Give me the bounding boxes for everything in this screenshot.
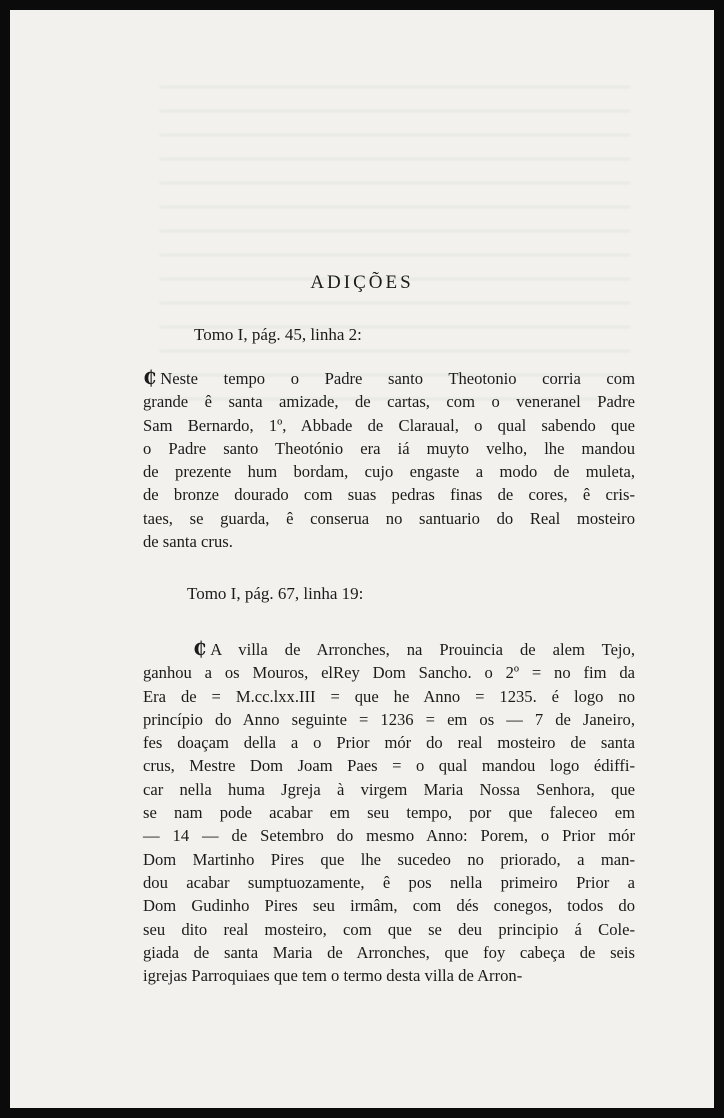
paragraph-line: de prezente hum bordam, cujo engaste a modo de muleta, [143,462,635,482]
paragraph-line [143,638,635,661]
paragraph-line: fes doaçam della a o Prior mór do real mosteiro de santa [143,733,635,753]
section-paragraph [143,367,635,553]
pilcrow-icon: ₵ [143,367,157,389]
section-reference: Tomo I, pág. 45, linha 2: [194,325,362,344]
paragraph-line [143,367,635,390]
paragraph-line: seu dito real mosteiro, com que se deu principio á Cole- [143,919,635,939]
paragraph-line: Era de = M.cc.lxx.III = que he Anno = 1235. é logo no [143,686,635,706]
line-text: A villa de Arronches, na Prouincia de alem Tejo, [210,640,635,659]
show-through-text [160,70,630,410]
book-page [10,10,714,1108]
paragraph-line: se nam pode acabar em seu tempo, por que faleceo em [143,803,635,823]
paragraph-line: dou acabar sumptuozamente, ê pos nella primeiro Prior a [143,872,635,892]
paragraph-line: crus, Mestre Dom Joam Paes = o qual mandou logo édiffi- [143,756,635,776]
page-title: ADIÇÕES [310,272,414,293]
paragraph-line: — 14 — de Setembro do mesmo Anno: Porem, o Prior mór [143,826,635,846]
paragraph-line: de santa crus. [143,532,233,552]
paragraph-line: igrejas Parroquiaes que tem o termo desta villa de Arron- [143,966,523,986]
section-reference: Tomo I, pág. 67, linha 19: [187,584,364,603]
paragraph-line: Dom Martinho Pires que lhe sucedeo no priorado, a man- [143,849,635,869]
paragraph-line: giada de santa Maria de Arronches, que foy cabeça de seis [143,942,635,962]
pilcrow-icon: ₵ [193,638,207,660]
paragraph-line: princípio do Anno seguinte = 1236 = em os — 7 de Janeiro, [143,709,635,729]
paragraph-line: Sam Bernardo, 1º, Abbade de Claraual, o qual sabendo que [143,415,635,435]
paragraph-line: de bronze dourado com suas pedras finas de cores, ê cris- [143,485,635,505]
line-text: Neste tempo o Padre santo Theotonio corria com [160,369,635,388]
paragraph-line: taes, se guarda, ê conserua no santuario do Real mosteiro [143,508,635,528]
paragraph-line: car nella huma Jgreja à virgem Maria Nossa Senhora, que [143,779,635,799]
paragraph-line: Dom Gudinho Pires seu irmâm, com dés conegos, todos do [143,896,635,916]
paragraph-line: ganhou a os Mouros, elRey Dom Sancho. o 2º = no fim da [143,663,635,683]
paragraph-line: grande ê santa amizade, de cartas, com o veneranel Padre [143,392,635,412]
section-paragraph [143,638,635,987]
paragraph-line: o Padre santo Theotónio era iá muyto velho, lhe mandou [143,438,635,458]
